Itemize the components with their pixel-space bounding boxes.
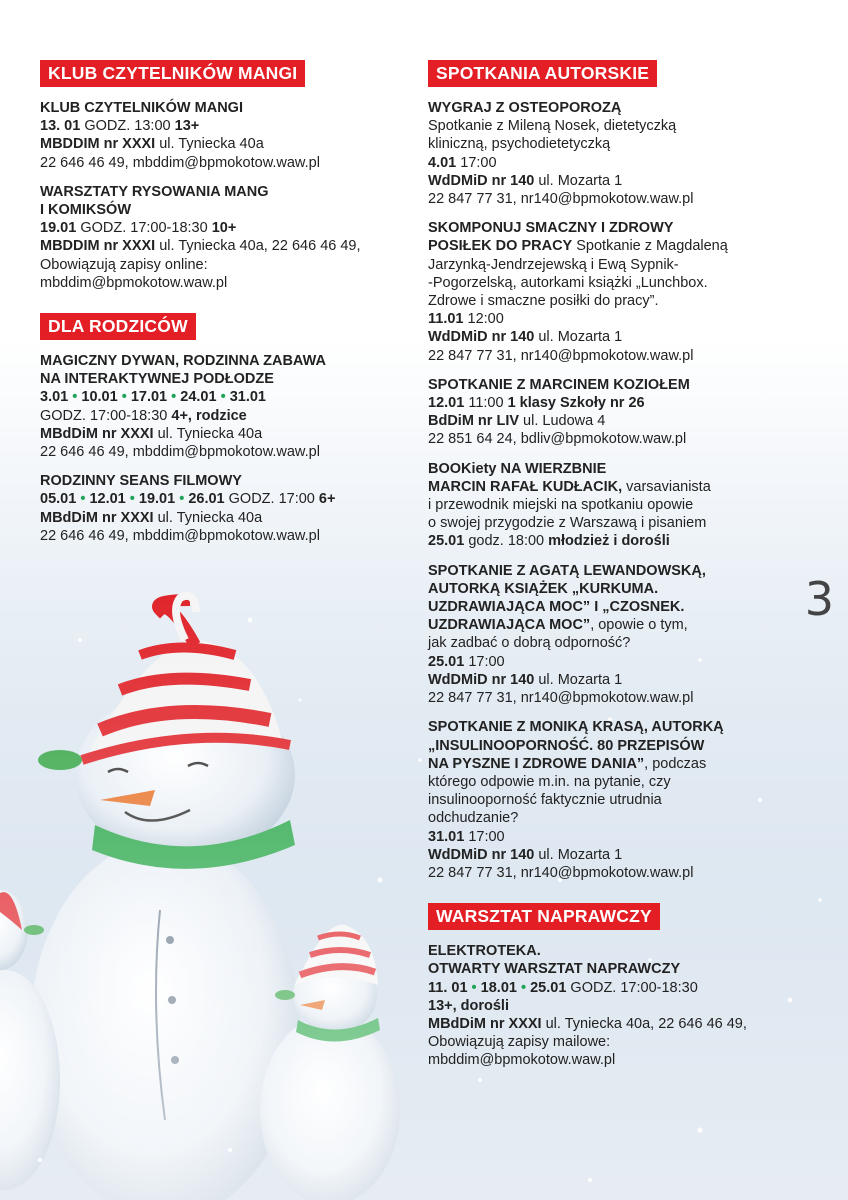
- event-time: GODZ. 17:00-18:30: [40, 407, 172, 424]
- right-column: [428, 60, 818, 1081]
- event-marcin-koziol: [428, 376, 818, 449]
- event-title-line1: SKOMPONUJ SMACZNY I ZDROWY: [428, 220, 674, 237]
- event-address: ul. Mozarta 1: [534, 671, 623, 688]
- event-audience: młodzież i dorośli: [548, 533, 670, 550]
- event-title-line2: AUTORKĄ KSIĄŻEK „KURKUMA.: [428, 580, 659, 597]
- event-address: ul. Tyniecka 40a, 22 646 46 49,: [541, 1015, 747, 1032]
- event-time: godz. 18:00: [464, 533, 549, 550]
- event-date: 11. 01: [428, 979, 468, 996]
- event-time: GODZ. 17:00: [224, 491, 319, 508]
- event-date: 12.01: [89, 491, 126, 508]
- event-age: 10+: [211, 220, 237, 237]
- event-description: varsavianista: [622, 478, 711, 495]
- event-date: 10.01: [81, 389, 118, 406]
- event-title: SPOTKANIE Z MARCINEM KOZIOŁEM: [428, 376, 690, 393]
- event-time: 17:00: [464, 653, 505, 670]
- event-time: 17:00: [464, 828, 505, 845]
- event-date: 25.01: [530, 979, 567, 996]
- event-title-line1: MAGICZNY DYWAN, RODZINNA ZABAWA: [40, 353, 326, 370]
- event-magiczny-dywan: [40, 352, 395, 461]
- section-header-klub-mangi: KLUB CZYTELNIKÓW MANGI: [40, 60, 305, 87]
- event-description: Jarzynką-Jendrzejewską i Ewą Sypnik-: [428, 256, 679, 273]
- event-contact: 22 646 46 49, mbddim@bpmokotow.waw.pl: [40, 527, 320, 544]
- event-title-line2: NA INTERAKTYWNEJ PODŁODZE: [40, 371, 274, 388]
- event-title-line4: UZDRAWIAJĄCA MOC”: [428, 617, 591, 634]
- event-address: ul. Ludowa 4: [519, 413, 606, 430]
- event-title-line3: NA PYSZNE I ZDROWE DANIA”: [428, 755, 645, 772]
- event-contact: 22 847 77 31, nr140@bpmokotow.waw.pl: [428, 347, 694, 364]
- event-date: 4.01: [428, 154, 457, 171]
- page-number: 3: [804, 572, 834, 626]
- event-monika-krasa: [428, 718, 818, 882]
- event-audience: 1 klasy Szkoły nr 26: [507, 395, 645, 412]
- event-address: ul. Tyniecka 40a: [155, 136, 264, 153]
- event-agata-lewandowska: [428, 562, 818, 708]
- event-title-line1: BOOKiety NA WIERZBNIE: [428, 460, 607, 477]
- event-title-line1: WARSZTATY RYSOWANIA MANG: [40, 183, 269, 200]
- date-separator: •: [125, 491, 139, 508]
- event-address: ul. Tyniecka 40a: [153, 509, 263, 526]
- event-registration-note: Obowiązują zapisy mailowe:: [428, 1034, 611, 1051]
- date-separator: •: [175, 491, 189, 508]
- event-date: 19.01: [138, 491, 176, 508]
- event-wygraj-z-osteoporoza: [428, 99, 818, 208]
- event-venue: MBDDIM nr XXXI: [40, 238, 156, 255]
- event-description: Spotkanie z Mileną Nosek, dietetyczką: [428, 118, 677, 135]
- date-separator: •: [76, 491, 90, 508]
- date-separator: •: [467, 979, 481, 996]
- event-title-line2: POSIŁEK DO PRACY: [428, 238, 573, 255]
- event-date: 31.01: [428, 828, 465, 845]
- event-venue: MBDDIM nr XXXI: [40, 136, 156, 153]
- event-address: ul. Mozarta 1: [534, 172, 623, 189]
- left-column: [40, 60, 395, 556]
- event-date: 13. 01: [40, 118, 81, 135]
- event-address: ul. Tyniecka 40a: [153, 425, 263, 442]
- event-time: GODZ. 17:00-18:30: [566, 979, 698, 996]
- event-date: 05.01: [40, 491, 77, 508]
- event-contact: 22 847 77 31, nr140@bpmokotow.waw.pl: [428, 864, 694, 881]
- event-elektroteka: [428, 942, 818, 1069]
- event-warsztaty-rysowania: [40, 183, 395, 292]
- event-venue: WdDMiD nr 140: [428, 172, 535, 189]
- event-title-line2: MARCIN RAFAŁ KUDŁACIK,: [428, 478, 623, 495]
- event-title: RODZINNY SEANS FILMOWY: [40, 473, 242, 490]
- date-separator: •: [167, 389, 181, 406]
- event-title-line3: UZDRAWIAJĄCA MOC” I „CZOSNEK.: [428, 599, 685, 616]
- event-time: 17:00: [456, 154, 497, 171]
- event-description: insulinooporność faktycznie utrudnia: [428, 792, 662, 809]
- event-description: Spotkanie z Magdaleną: [572, 238, 728, 255]
- event-age: 13+, dorośli: [428, 997, 509, 1014]
- section-header-spotkania-autorskie: SPOTKANIA AUTORSKIE: [428, 60, 657, 87]
- event-description: Zdrowe i smaczne posiłki do pracy”.: [428, 293, 659, 310]
- event-date: 24.01: [180, 389, 217, 406]
- section-header-warsztat-naprawczy: WARSZTAT NAPRAWCZY: [428, 903, 660, 930]
- event-title: KLUB CZYTELNIKÓW MANGI: [40, 100, 243, 116]
- event-date: 31.01: [229, 389, 266, 406]
- event-date: 17.01: [130, 389, 168, 406]
- event-description: -Pogorzelską, autorkami książki „Lunchbox.: [428, 274, 708, 291]
- event-description: , podczas: [644, 755, 707, 772]
- event-description: jak zadbać o dobrą odporność?: [428, 635, 631, 652]
- event-venue: MBdDiM nr XXXI: [40, 425, 154, 442]
- event-email: mbddim@bpmokotow.waw.pl: [40, 274, 228, 291]
- event-email: mbddim@bpmokotow.waw.pl: [428, 1052, 616, 1069]
- date-separator: •: [216, 389, 230, 406]
- event-contact: 22 646 46 49, mbddim@bpmokotow.waw.pl: [40, 154, 320, 171]
- event-date: 11.01: [428, 311, 464, 328]
- event-time: GODZ. 13:00: [80, 118, 175, 135]
- event-description: i przewodnik miejski na spotkaniu opowie: [428, 497, 694, 514]
- event-age: 6+: [318, 491, 336, 508]
- event-description: kliniczną, psychodietetyczką: [428, 136, 611, 153]
- event-age: 4+, rodzice: [171, 407, 247, 424]
- event-date: 25.01: [428, 533, 465, 550]
- event-venue: BdDiM nr LIV: [428, 413, 520, 430]
- event-title-line1: ELEKTROTEKA.: [428, 943, 541, 960]
- event-description: o swojej przygodzie z Warszawą i pisaniem: [428, 515, 707, 532]
- date-separator: •: [117, 389, 131, 406]
- section-header-dla-rodzicow: DLA RODZICÓW: [40, 313, 196, 340]
- event-time: 11:00: [464, 395, 508, 412]
- event-description: którego odpowie m.in. na pytanie, czy: [428, 773, 671, 790]
- event-address: ul. Mozarta 1: [534, 846, 623, 863]
- event-contact: 22 646 46 49, mbddim@bpmokotow.waw.pl: [40, 444, 320, 461]
- event-rodzinny-seans: [40, 472, 395, 545]
- event-description: , opowie o tym,: [590, 617, 688, 634]
- event-age: 13+: [174, 118, 200, 135]
- date-separator: •: [516, 979, 531, 996]
- event-venue: MBdDiM nr XXXI: [428, 1015, 542, 1032]
- event-bookiety-na-wierzbnie: [428, 460, 818, 551]
- event-date: 25.01: [428, 653, 465, 670]
- event-venue: WdDMiD nr 140: [428, 671, 535, 688]
- event-skomponuj-posilek: [428, 219, 818, 365]
- event-title-line1: SPOTKANIE Z MONIKĄ KRASĄ, AUTORKĄ: [428, 719, 724, 736]
- event-time: GODZ. 17:00-18:30: [76, 220, 212, 237]
- event-address: ul. Mozarta 1: [534, 329, 623, 346]
- event-venue: WdDMiD nr 140: [428, 846, 535, 863]
- event-title-line2: „INSULINOOPORNOŚĆ. 80 PRZEPISÓW: [428, 737, 705, 754]
- event-date: 3.01: [40, 389, 69, 406]
- event-date: 12.01: [428, 395, 465, 412]
- event-contact: 22 851 64 24, bdliv@bpmokotow.waw.pl: [428, 431, 687, 448]
- event-title-line2: OTWARTY WARSZTAT NAPRAWCZY: [428, 961, 681, 978]
- event-contact: 22 847 77 31, nr140@bpmokotow.waw.pl: [428, 191, 694, 208]
- event-date: 26.01: [188, 491, 225, 508]
- event-time: 12:00: [463, 311, 504, 328]
- event-date: 19.01: [40, 220, 77, 237]
- event-title-line2: I KOMIKSÓW: [40, 202, 132, 219]
- event-klub-czytelnikow-mangi: [40, 99, 395, 172]
- event-venue: MBdDiM nr XXXI: [40, 509, 154, 526]
- event-title-line1: SPOTKANIE Z AGATĄ LEWANDOWSKĄ,: [428, 562, 706, 579]
- event-venue: WdDMiD nr 140: [428, 329, 535, 346]
- event-description: odchudzanie?: [428, 810, 519, 827]
- date-separator: •: [68, 389, 82, 406]
- event-address: ul. Tyniecka 40a, 22 646 46 49,: [155, 238, 361, 255]
- event-date: 18.01: [480, 979, 517, 996]
- event-title: WYGRAJ Z OSTEOPOROZĄ: [428, 100, 622, 116]
- event-registration-note: Obowiązują zapisy online:: [40, 256, 208, 273]
- event-contact: 22 847 77 31, nr140@bpmokotow.waw.pl: [428, 690, 694, 707]
